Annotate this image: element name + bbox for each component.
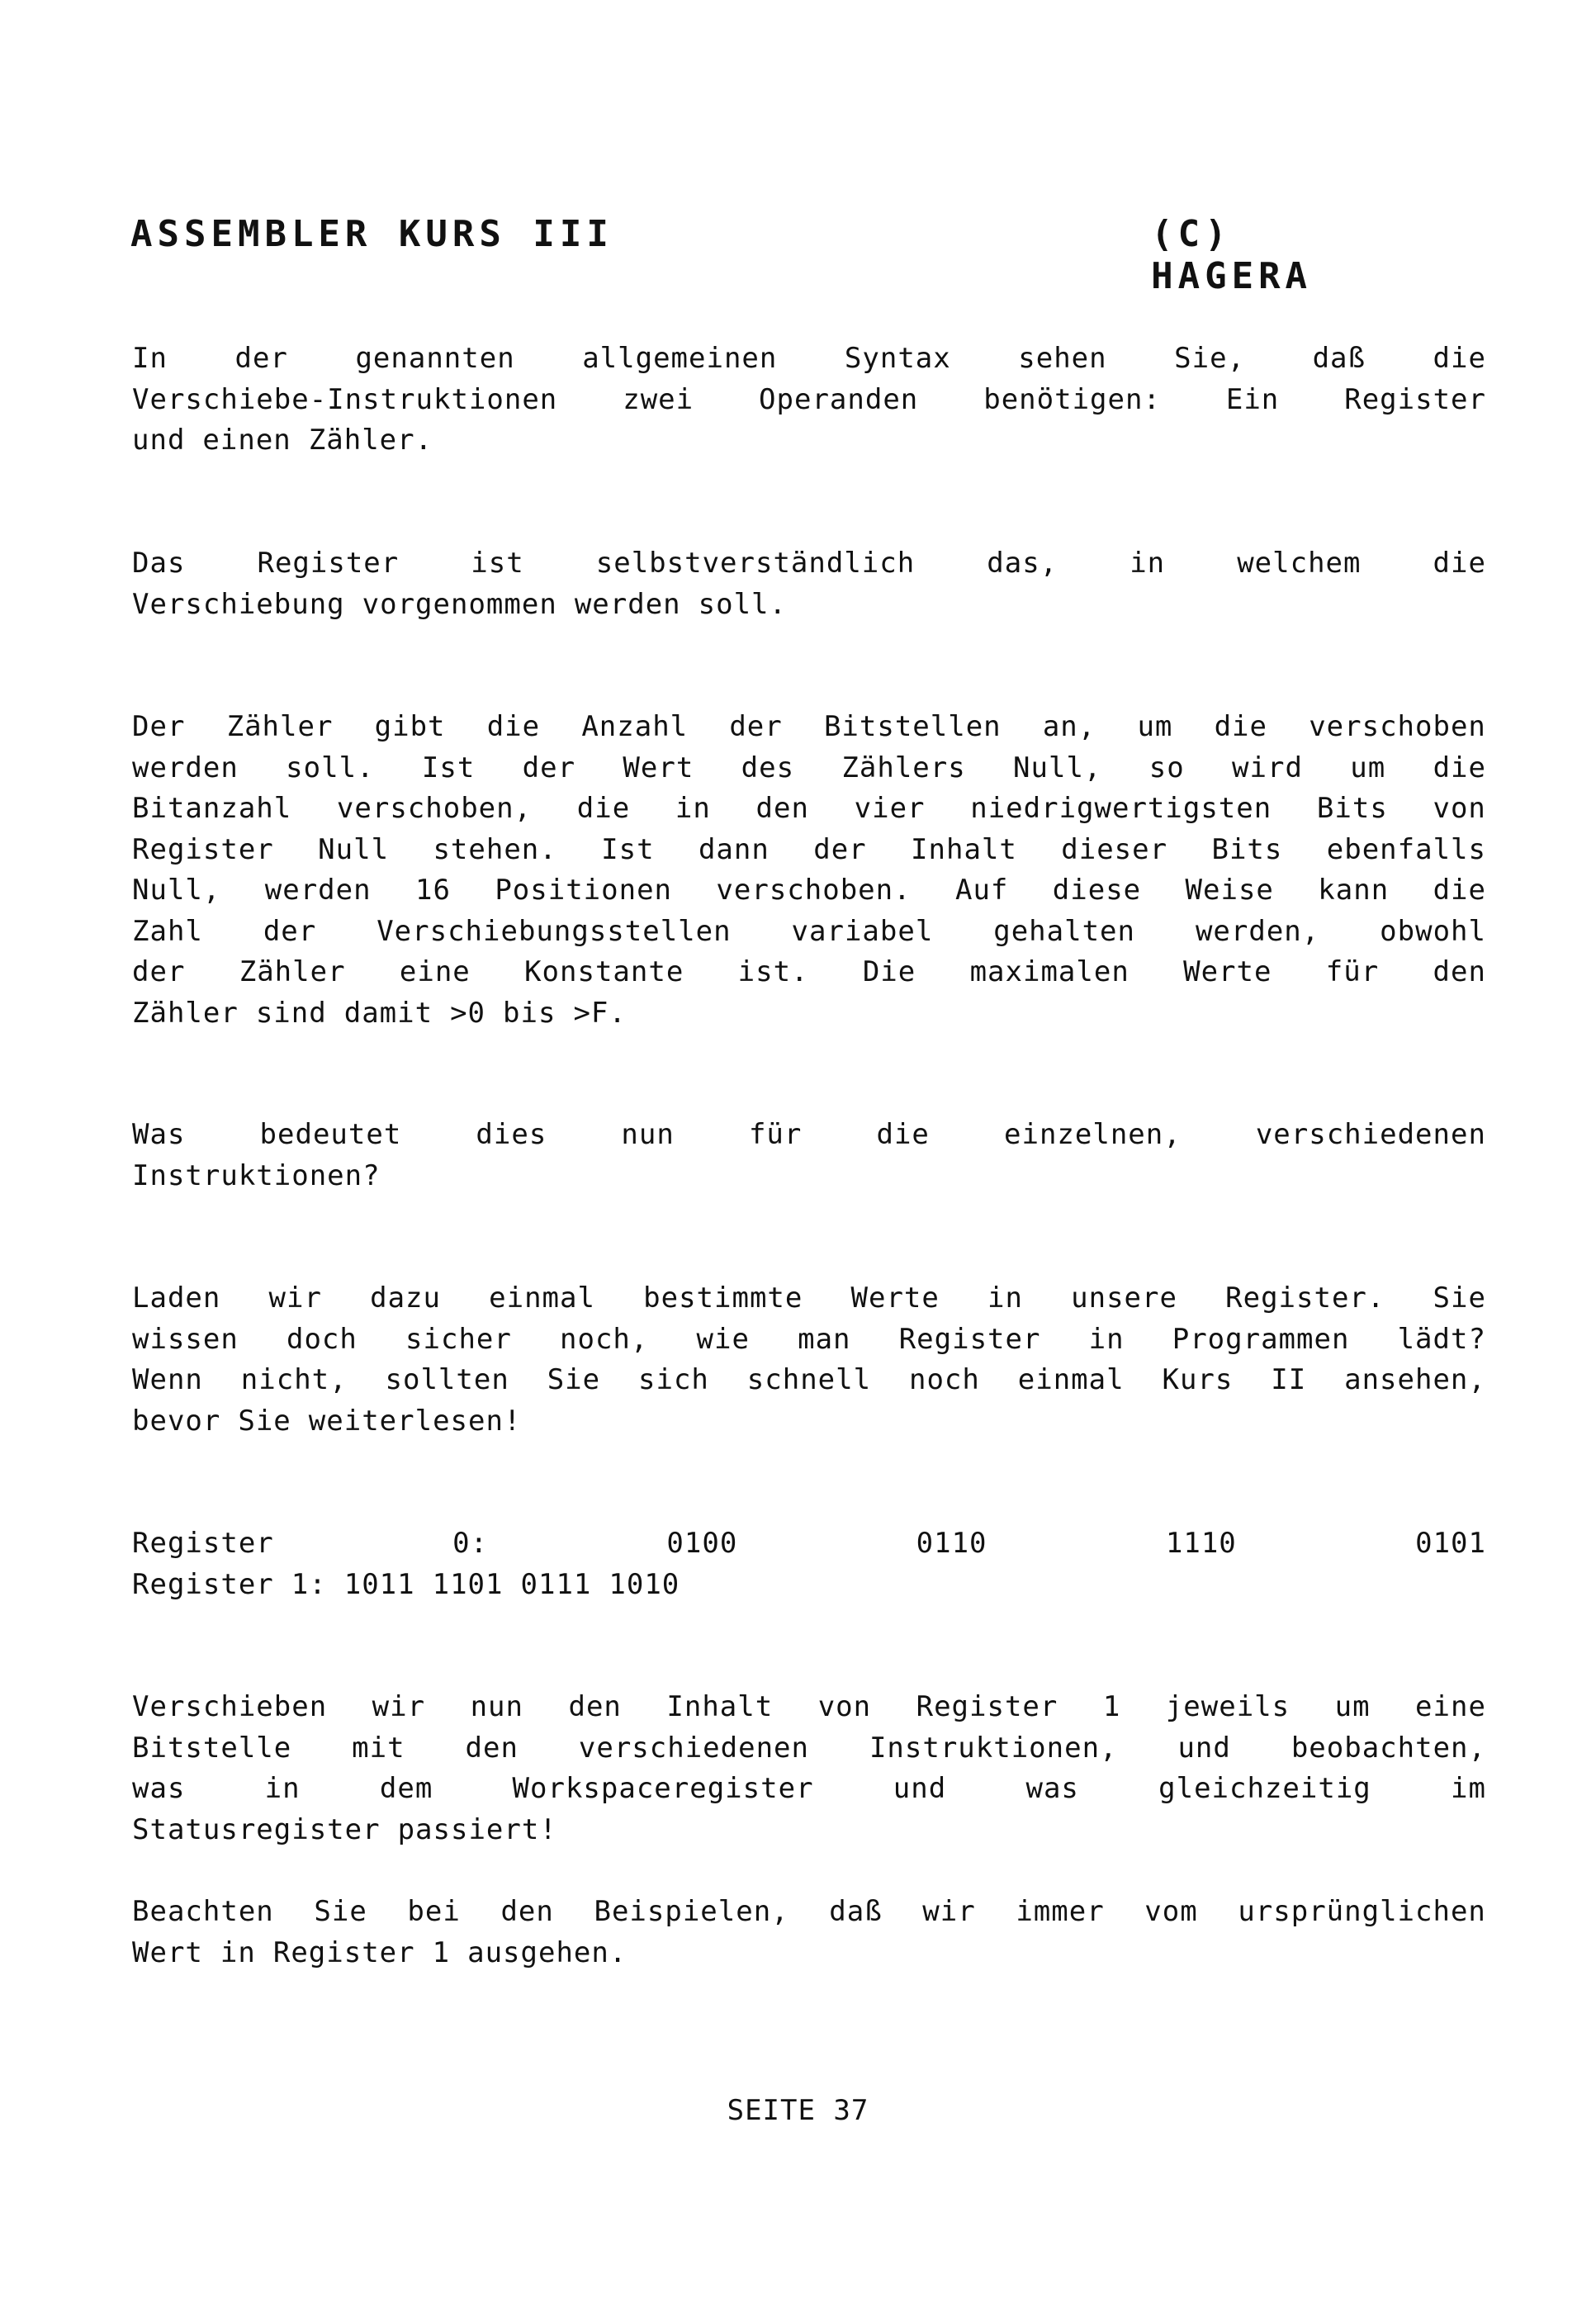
text-line: Verschiebe-Instruktionen zwei Operanden benötigen: Ein Register [132,382,1486,416]
page-number: SEITE 37 [727,2094,869,2127]
text-line: Statusregister passiert! [132,1812,557,1846]
text-line: Register 0: 0100 0110 1110 0101 [132,1527,1486,1560]
text-line: Beachten Sie bei den Beispielen, daß wir immer vom ursprünglichen [132,1895,1486,1928]
text-line: Wert in Register 1 ausgehen. [132,1935,628,1969]
text-line: Das Register ist selbstverständlich das, in welchem die [132,547,1486,580]
text-line: der Zähler eine Konstante ist. Die maximalen Werte für den [132,955,1486,988]
text-line: Null, werden 16 Positionen verschoben. Auf diese Weise kann die [132,874,1486,907]
course-title: ASSEMBLER KURS III [130,213,613,255]
paragraph-question [132,1115,1486,1196]
text-line: was in dem Workspaceregister und was gleichzeitig im [132,1772,1486,1805]
paragraph-counter [132,707,1486,1034]
text-line: und einen Zähler. [132,424,433,457]
text-line: Bitanzahl verschoben, die in den vier niedrigwertigsten Bits von [132,792,1486,825]
paragraph-load-values [132,1278,1486,1442]
text-line: Zähler sind damit >0 bis >F. [132,996,627,1030]
page-header [130,213,1418,297]
paragraph-note [132,1892,1486,1973]
text-line: Instruktionen? [132,1158,381,1192]
text-line: Zahl der Verschiebungsstellen variabel gehalten werden, obwohl [132,914,1486,948]
text-line: Register Null stehen. Ist dann der Inhalt dieser Bits ebenfalls [132,832,1486,866]
text-line: wissen doch sicher noch, wie man Register in Programmen lädt? [132,1322,1486,1356]
register-values [132,1523,1486,1605]
paragraph-syntax [132,339,1486,462]
text-line: Was bedeutet dies nun für die einzelnen, verschiedenen [132,1118,1486,1151]
text-line: Register 1: 1011 1101 0111 1010 [132,1567,680,1601]
text-line: werden soll. Ist der Wert des Zählers Null, so wird um die [132,751,1486,784]
text-line: bevor Sie weiterlesen! [132,1404,522,1438]
text-line: Verschiebung vorgenommen werden soll. [132,587,787,621]
copyright-notice: (C) HAGERA [1151,213,1313,297]
text-line: Laden wir dazu einmal bestimmte Werte in unsere Register. Sie [132,1282,1486,1315]
paragraph-shift [132,1687,1486,1850]
text-line: Verschieben wir nun den Inhalt von Register 1 jeweils um eine [132,1690,1486,1723]
paragraph-register [132,543,1486,625]
text-line: Der Zähler gibt die Anzahl der Bitstellen an, um die verschoben [132,710,1486,743]
text-line: Bitstelle mit den verschiedenen Instruktionen, und beobachten, [132,1731,1486,1765]
text-line: Wenn nicht, sollten Sie sich schnell noch einmal Kurs II ansehen, [132,1363,1486,1396]
text-line: In der genannten allgemeinen Syntax sehen Sie, daß die [132,342,1486,375]
